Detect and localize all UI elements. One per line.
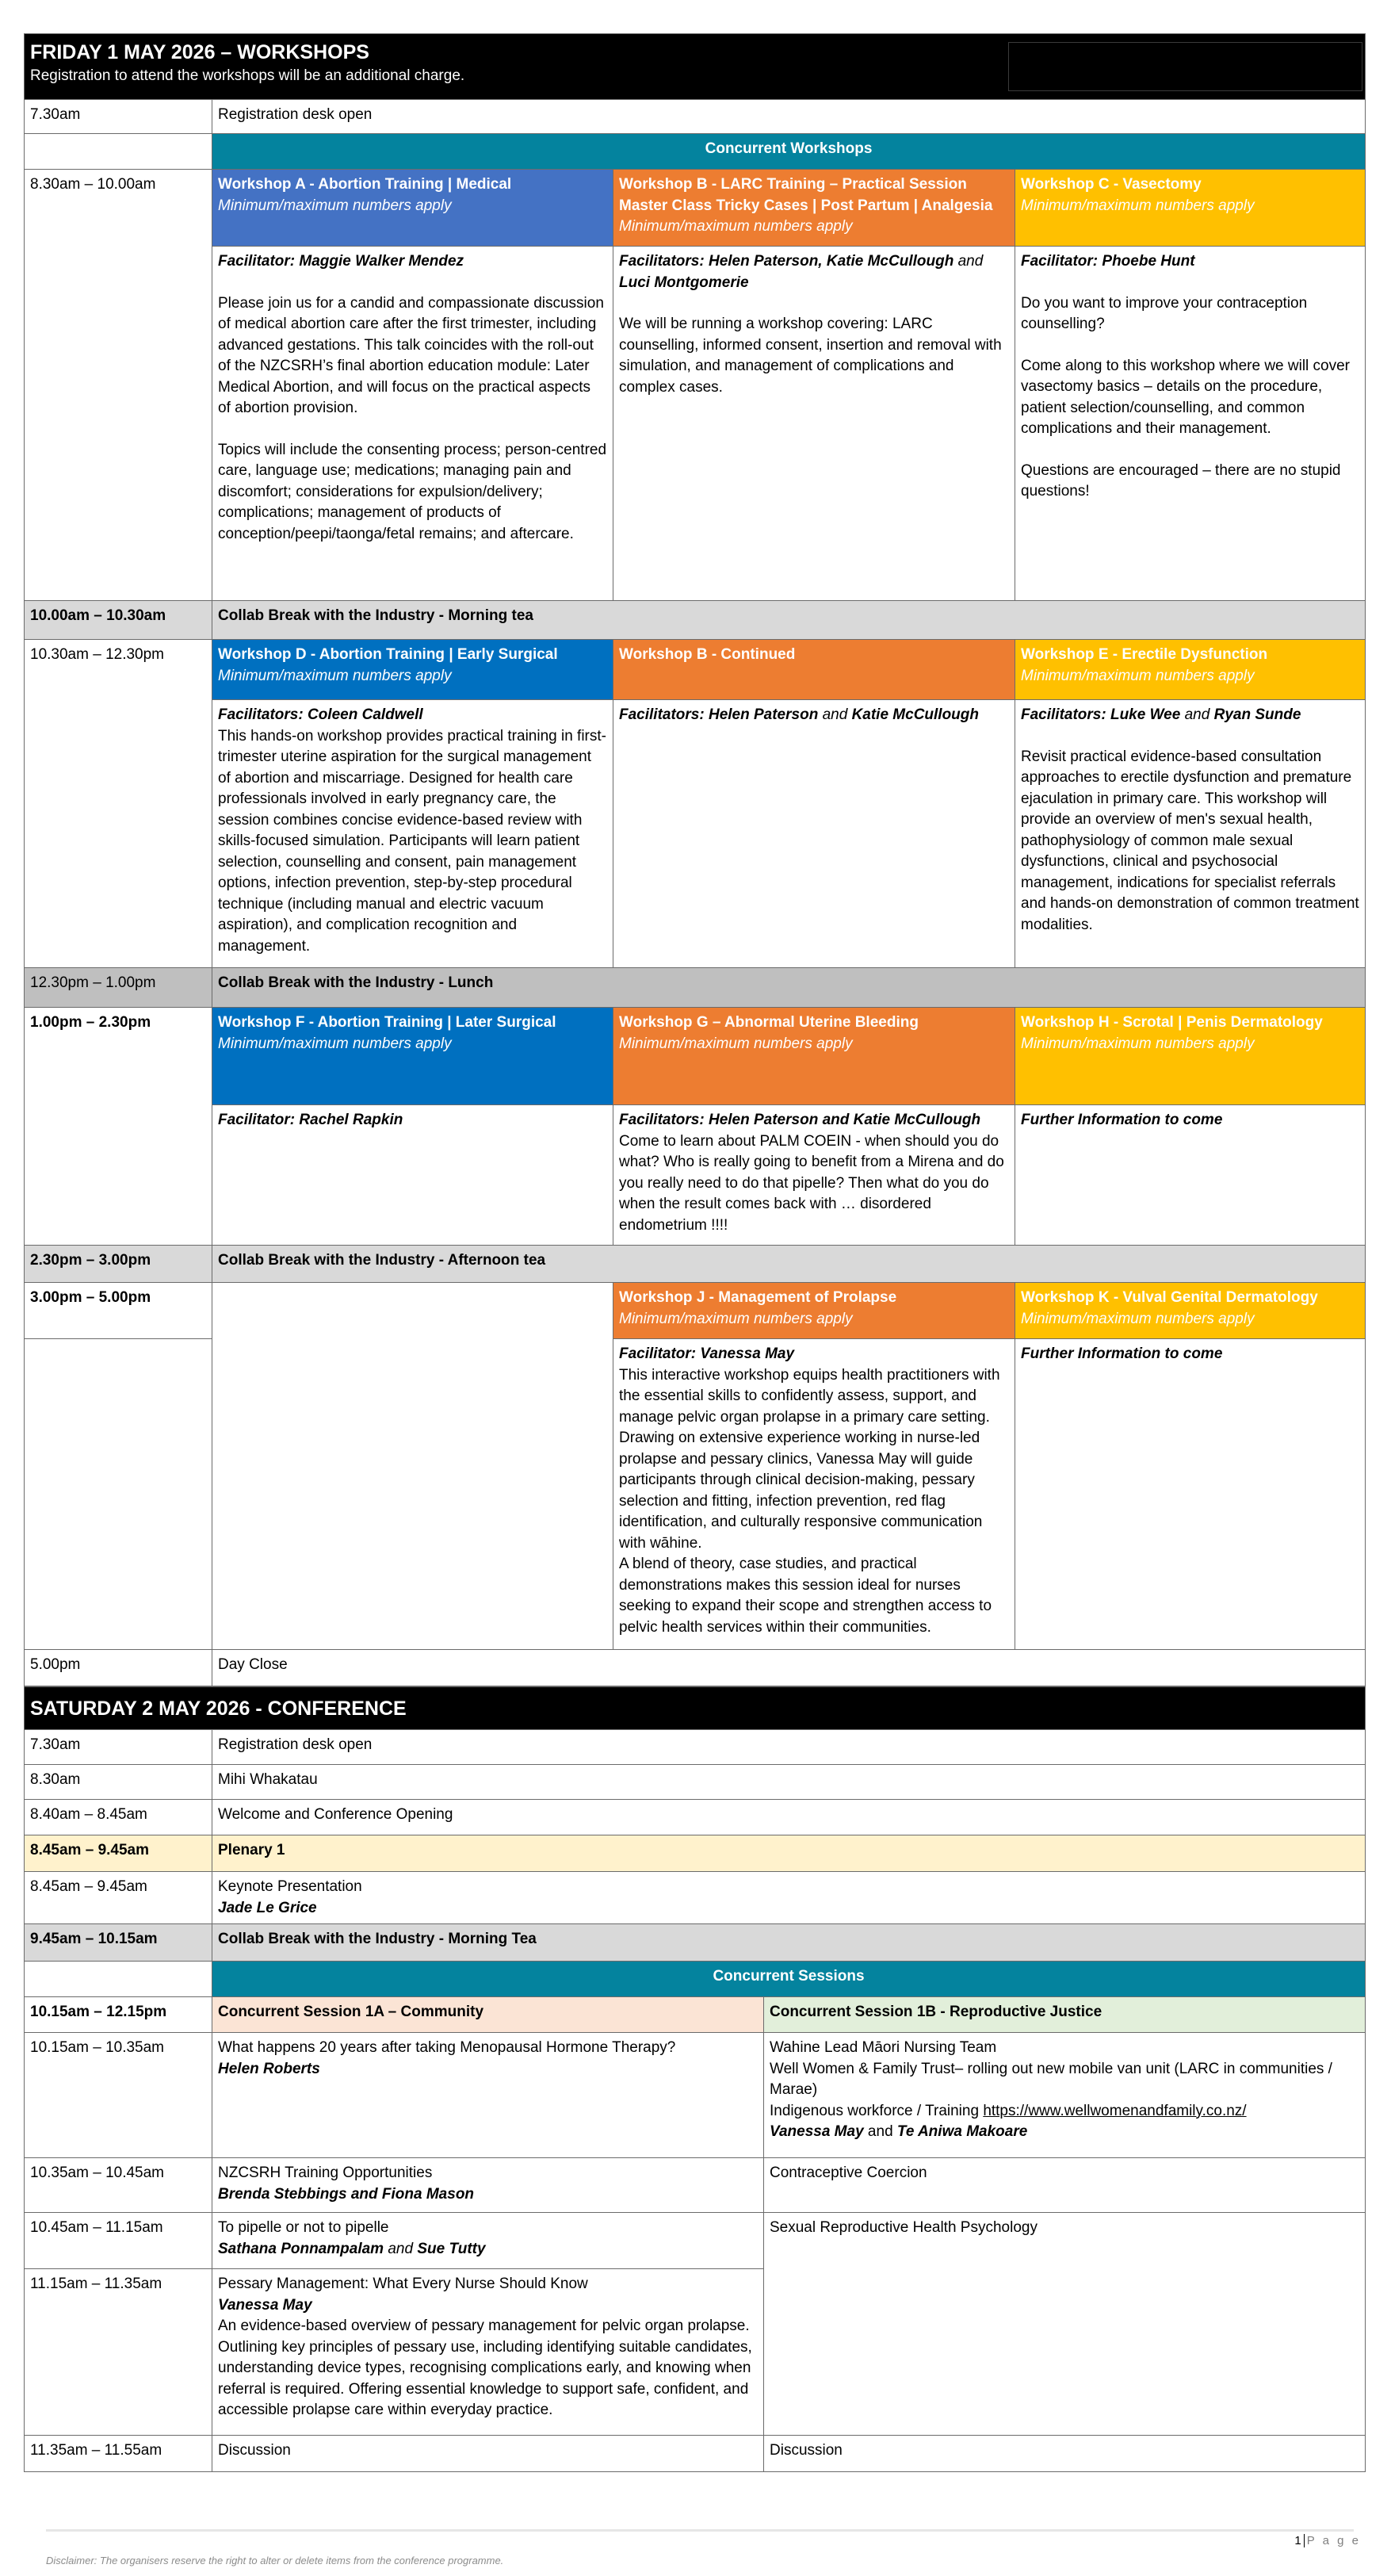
talk-speaker: Vanessa May [770,2123,864,2140]
time-cell: 8.45am – 9.45am [25,1872,212,1924]
talk-description: An evidence-based overview of pessary management for pelvic organ prolapse. Outlining key principles of pessary use, including identifying suitable candidates, understanding device types, recognising complications early, and knowing when referral is required. Offering essential knowledge to support safe, confident, and accessible prolapse care within everyday practice. [218,2318,752,2418]
afternoon-tea-row [25,1246,1366,1283]
workshop-b-continued-title: Workshop B - Continued [619,646,796,663]
friday-programme-table [24,33,1366,1686]
footer-divider [46,2529,1354,2532]
workshop-b-para1: We will be running a workshop covering: LARC counselling, informed consent, insertion and removal with simulation, and management of complications and complex cases. [619,316,1002,396]
workshop-b-title: Workshop B - LARC Training – Practical Session Master Class Tricky Cases | Post Partum | Analgesia [619,176,993,214]
concurrent-sessions-row [25,1962,1366,1997]
workshop-b-header[interactable] [613,170,1015,247]
workshop-j-title: Workshop J - Management of Prolapse [619,1289,897,1306]
time-cell-empty [25,1962,212,1997]
time-cell: 2.30pm – 3.00pm [25,1246,212,1283]
event-cell: Day Close [212,1650,1366,1686]
workshop-b-note: Minimum/maximum numbers apply [619,218,853,235]
workshop-a-facilitator: Facilitator: Maggie Walker Mendez [218,253,464,270]
page-number-value: 1 [1294,2534,1304,2547]
session-1a-item [212,2033,764,2158]
workshop-b-continued-description [613,700,1015,968]
plenary-row [25,1835,1366,1872]
workshop-b-continued-header[interactable] [613,640,1015,700]
workshop-g-description [613,1105,1015,1246]
workshop-d-description [212,700,613,968]
workshop-b-cont-facilitator-last: Katie McCullough [851,706,980,723]
talk-speaker: Sue Tutty [417,2240,486,2257]
time-cell: 8.30am – 10.00am [25,170,212,601]
wellwomen-link[interactable]: https://www.wellwomenandfamily.co.nz/ [983,2102,1247,2119]
concurrent-workshops-row [25,134,1366,170]
break-label: Collab Break with the Industry - Morning tea [212,601,1366,640]
workshop-g-note: Minimum/maximum numbers apply [619,1035,853,1052]
workshop-f-note: Minimum/maximum numbers apply [218,1035,452,1052]
saturday-morning-tea-row [25,1924,1366,1962]
session-row [25,2436,1366,2472]
session-1b-item: Sexual Reproductive Health Psychology [764,2213,1366,2436]
slot2-header-row [25,640,1366,700]
saturday-title: SATURDAY 2 MAY 2026 - CONFERENCE [30,1698,407,1720]
talk-line: Well Women & Family Trust– rolling out new mobile van unit (LARC in communities / Marae) [770,2060,1332,2098]
friday-title: FRIDAY 1 MAY 2026 – WORKSHOPS [30,41,369,63]
session-1b-item: Discussion [764,2436,1366,2472]
talk-speaker: Sathana Ponnampalam [218,2240,384,2257]
session-row [25,2158,1366,2213]
workshop-j-para2: A blend of theory, case studies, and practical demonstrations makes this session ideal for nurses seeking to expand their scope and strengthen access to pelvic health services within their communities. [619,1556,992,1636]
and-text: and [818,706,852,723]
workshop-j-para1: This interactive workshop equips health practitioners with the essential skills to confidently assess, support, and manage pelvic organ prolapse in a primary care setting. Drawing on extensive experience working in nurse-led prolapse and pessary clinics, Vanessa May will guide participants through clinical decision-making, pessary selection and fitting, infection prevention, red flag identification, and culturally responsive communication with wāhine. [619,1366,1000,1552]
workshop-g-title: Workshop G – Abnormal Uterine Bleeding [619,1014,919,1031]
workshop-d-note: Minimum/maximum numbers apply [218,667,452,684]
workshop-j-header[interactable] [613,1283,1015,1339]
event-cell: Registration desk open [212,100,1366,134]
workshop-k-title: Workshop K - Vulval Genital Dermatology [1021,1289,1318,1306]
workshop-j-note: Minimum/maximum numbers apply [619,1310,853,1327]
and-text: and [1180,706,1214,723]
time-cell: 7.30am [25,1730,212,1765]
slot3-header-row [25,1008,1366,1105]
workshop-c-title: Workshop C - Vasectomy [1021,176,1202,193]
workshop-e-note: Minimum/maximum numbers apply [1021,667,1255,684]
workshop-a-para1: Please join us for a candid and compassionate discussion of medical abortion care after the first trimester, including advanced gestations. This talk coincides with the roll-out of the NZCSRH’s final abortion education module: Later Medical Abortion, and will focus on the practical aspects of abortion provision. [218,294,604,416]
session-1a-item [212,2213,764,2269]
programme-page [24,33,1365,2472]
workshop-c-para3: Questions are encouraged – there are no stupid questions! [1021,461,1341,500]
event-cell: Welcome and Conference Opening [212,1800,1366,1835]
time-cell: 10.35am – 10.45am [25,2158,212,2213]
keynote-speaker: Jade Le Grice [218,1899,317,1916]
workshop-e-title: Workshop E - Erectile Dysfunction [1021,646,1268,663]
talk-title: Pessary Management: What Every Nurse Should Know [218,2276,588,2292]
workshop-g-para1: Come to learn about PALM COEIN - when should you do what? Who is really going to benefit from a Mirena and do you really need to do that pipelle? Then what do you do when the result comes back with … disordered endometrium !!!! [619,1132,1004,1234]
time-cell: 10.30am – 12.30pm [25,640,212,968]
keynote-label: Keynote Presentation [218,1878,362,1895]
disclaimer: Disclaimer: The organisers reserve the right to alter or delete items from the conference programme. [46,2555,504,2566]
workshop-a-description [212,247,613,601]
concurrent-workshops-banner: Concurrent Workshops [212,134,1366,170]
workshop-b-description [613,247,1015,601]
talk-speaker: Helen Roberts [218,2060,320,2077]
saturday-row [25,1765,1366,1800]
sessions-header-row [25,1997,1366,2033]
workshop-h-info: Further Information to come [1021,1112,1223,1128]
time-cell: 10.15am – 10.35am [25,2033,212,2158]
and-text: and [863,2123,897,2140]
event-cell: Mihi Whakatau [212,1765,1366,1800]
workshop-k-info: Further Information to come [1021,1345,1223,1362]
workshop-e-facilitator-last: Ryan Sunde [1213,706,1301,723]
keynote-row [25,1872,1366,1924]
workshop-f-header[interactable] [212,1008,613,1105]
slot4-header-row [25,1283,1366,1339]
event-cell: Registration desk open [212,1730,1366,1765]
time-cell: 10.00am – 10.30am [25,601,212,640]
time-cell: 8.30am [25,1765,212,1800]
talk-line: Indigenous workforce / Training [770,2102,984,2119]
keynote-cell [212,1872,1366,1924]
workshop-d-facilitator: Facilitators: Coleen Caldwell [218,706,423,723]
time-cell: 1.00pm – 2.30pm [25,1008,212,1246]
workshop-h-header[interactable] [1015,1008,1366,1105]
time-cell: 11.15am – 11.35am [25,2269,212,2436]
break-label: Collab Break with the Industry - Morning Tea [212,1924,1366,1962]
workshop-k-header[interactable] [1015,1283,1366,1339]
session-1b-header[interactable]: Concurrent Session 1B - Reproductive Justice [764,1997,1366,2033]
session-row [25,2213,1366,2269]
time-cell: 3.00pm – 5.00pm [25,1283,212,1339]
talk-title: NZCSRH Training Opportunities [218,2165,433,2181]
workshop-c-header[interactable] [1015,170,1366,247]
talk-title: Wahine Lead Māori Nursing Team [770,2039,997,2056]
workshop-b-facilitator-last: Luci Montgomerie [619,274,749,291]
workshop-f-title: Workshop F - Abortion Training | Later Surgical [218,1014,556,1031]
session-1b-item [764,2033,1366,2158]
plenary-label: Plenary 1 [212,1835,1366,1872]
session-1b-item: Contraceptive Coercion [764,2158,1366,2213]
talk-speaker: Brenda Stebbings and Fiona Mason [218,2185,475,2203]
workshop-k-description [1015,1339,1366,1650]
workshop-j-facilitator: Facilitator: Vanessa May [619,1345,795,1362]
workshop-b-facilitators: Facilitators: Helen Paterson, Katie McCullough [619,253,954,270]
workshop-h-note: Minimum/maximum numbers apply [1021,1035,1255,1052]
slot1-header-row [25,170,1366,247]
friday-subtitle: Registration to attend the workshops will be an additional charge. [30,67,465,84]
workshop-d-title: Workshop D - Abortion Training | Early Surgical [218,646,558,663]
saturday-row [25,1800,1366,1835]
page-number [1294,2534,1361,2547]
workshop-g-header[interactable] [613,1008,1015,1105]
workshop-d-header[interactable] [212,640,613,700]
saturday-row [25,1730,1366,1765]
talk-speaker: Te Aniwa Makoare [896,2123,1028,2140]
time-cell: 11.35am – 11.55am [25,2436,212,2472]
morning-tea-row [25,601,1366,640]
empty-workshop-cell [212,1283,613,1650]
header-blank-box [1008,42,1362,91]
workshop-j-description [613,1339,1015,1650]
workshop-e-header[interactable] [1015,640,1366,700]
lunch-row [25,968,1366,1008]
friday-header-row [25,34,1366,100]
time-cell-empty [25,1339,212,1650]
break-label: Collab Break with the Industry - Afternoon tea [212,1246,1366,1283]
slot3-desc-row [25,1105,1366,1246]
session-1a-item: Discussion [212,2436,764,2472]
session-1a-item [212,2158,764,2213]
talk-title: What happens 20 years after taking Menopausal Hormone Therapy? [218,2039,676,2056]
workshop-f-facilitator: Facilitator: Rachel Rapkin [218,1112,403,1128]
break-label: Collab Break with the Industry - Lunch [212,968,1366,1008]
time-cell-empty [25,134,212,170]
workshop-e-facilitator: Facilitators: Luke Wee [1021,706,1181,723]
slot2-desc-row [25,700,1366,968]
workshop-g-facilitator: Facilitators: Helen Paterson and Katie McCullough [619,1112,981,1128]
workshop-h-title: Workshop H - Scrotal | Penis Dermatology [1021,1014,1323,1031]
workshop-e-description [1015,700,1366,968]
workshop-a-para2: Topics will include the consenting process; person-centred care, language use; medications; managing pain and discomfort; considerations for expulsion/delivery; complications; management of products of conception/peepi/taonga/fetal remains; and aftercare. [218,441,607,542]
friday-registration-row [25,100,1366,134]
time-cell: 7.30am [25,100,212,134]
workshop-c-facilitator: Facilitator: Phoebe Hunt [1021,253,1195,270]
talk-title: To pipelle or not to pipelle [218,2219,389,2236]
time-cell: 8.40am – 8.45am [25,1800,212,1835]
workshop-e-para1: Revisit practical evidence-based consultation approaches to erectile dysfunction and premature ejaculation in primary care. This workshop will provide an overview of men's sexual health, pathophysiology of common male sexual dysfunctions, clinical and psychosocial management, indications for specialist referrals and hands-on demonstration of common treatment modalities. [1021,748,1359,933]
workshop-k-note: Minimum/maximum numbers apply [1021,1310,1255,1327]
saturday-programme-table [24,1686,1366,2472]
workshop-c-para2: Come along to this workshop where we will cover vasectomy basics – details on the procedure, patient selection/counselling, and common complications and their management. [1021,357,1351,437]
time-cell: 9.45am – 10.15am [25,1924,212,1962]
page-label: P a g e [1306,2534,1361,2547]
workshop-c-note: Minimum/maximum numbers apply [1021,197,1255,214]
session-1a-header[interactable]: Concurrent Session 1A – Community [212,1997,764,2033]
and-text: and [384,2240,418,2257]
and-text: and [953,253,984,270]
workshop-c-para1: Do you want to improve your contraception counselling? [1021,294,1308,332]
workshop-a-note: Minimum/maximum numbers apply [218,197,452,214]
workshop-c-description [1015,247,1366,601]
day-close-row [25,1650,1366,1686]
session-row [25,2033,1366,2158]
workshop-a-header[interactable] [212,170,613,247]
time-cell: 12.30pm – 1.00pm [25,968,212,1008]
time-cell: 10.15am – 12.15pm [25,1997,212,2033]
time-cell: 8.45am – 9.45am [25,1835,212,1872]
workshop-a-title: Workshop A - Abortion Training | Medical [218,176,512,193]
concurrent-sessions-banner: Concurrent Sessions [212,1962,1366,1997]
time-cell: 10.45am – 11.15am [25,2213,212,2269]
workshop-h-description [1015,1105,1366,1246]
session-1a-item [212,2269,764,2436]
saturday-header-row [25,1687,1366,1730]
workshop-d-para1: This hands-on workshop provides practical training in first-trimester uterine aspiration for the surgical management of abortion and miscarriage. Designed for health care professionals involved in early pregnancy care, the session combines concise evidence-based review with skills-focused simulation. Participants will learn patient selection, counselling and consent, pain management options, infection prevention, step-by-step procedural technique (including manual and electric vacuum aspiration), and complication recognition and management. [218,727,606,955]
workshop-b-cont-facilitator: Facilitators: Helen Paterson [619,706,819,723]
slot1-desc-row [25,247,1366,601]
talk-speaker: Vanessa May [218,2296,312,2314]
workshop-f-description [212,1105,613,1246]
time-cell: 5.00pm [25,1650,212,1686]
